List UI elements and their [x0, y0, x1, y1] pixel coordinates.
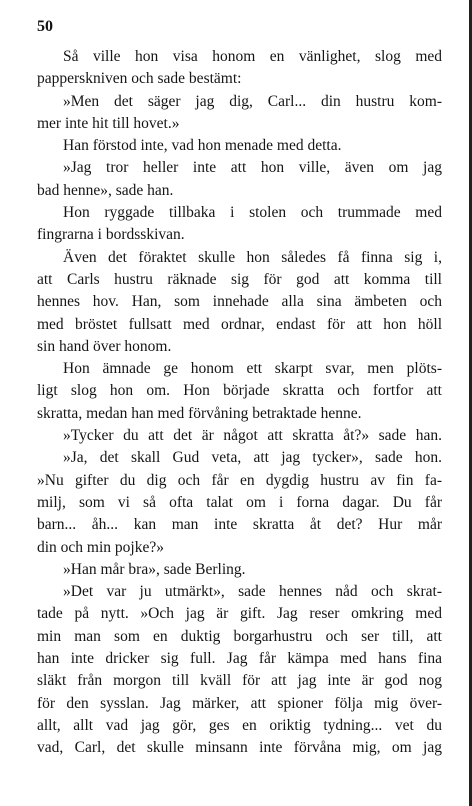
text-line: »Jag tror heller inte att hon ville, även om jag [63, 159, 442, 177]
text-line: papperskniven och sade bestämt: [37, 70, 242, 88]
text-line: Hon ämnade ge honom ett skarpt svar, men plöts- [63, 360, 442, 378]
text-line: Hon ryggade tillbaka i stolen och trummade med [63, 204, 442, 222]
text-line: skratta, medan han med förvåning betraktade henne. [37, 404, 362, 422]
text-line: din och min pojke?» [37, 538, 164, 556]
text-line: »Men det säger jag dig, Carl... din hustru kom- [63, 92, 442, 110]
text-line: Så ville hon visa honom en vänlighet, slog med [63, 48, 442, 65]
text-line: min man som en duktig borgarhustru och ser till, att [37, 627, 442, 645]
text-line: mer inte hit till hovet.» [37, 114, 180, 132]
text-line: »Nu gifter du dig och får en dygdig hustru av fin fa- [37, 471, 442, 489]
text-line: fingrarna i bordsskivan. [37, 226, 185, 244]
text-line: milj, som vi så ofta talat om i forna dagar. Du får [37, 493, 442, 511]
page-number: 50 [37, 18, 53, 35]
text-line: tade på nytt. »Och jag är gift. Jag reser omkring med [37, 605, 442, 623]
text-line: för den sysslan. Jag märker, att spioner följa mig över- [37, 694, 442, 712]
text-line: sin hand över honom. [37, 337, 172, 355]
body-text [37, 46, 442, 760]
text-line: med bröstet fullsatt med ordnar, endast för att hon höll [37, 315, 442, 333]
text-line: släkt från morgon till kväll för att jag inte är god nog [37, 672, 442, 690]
text-line: »Ja, det skall Gud veta, att jag tycker», sade hon. [63, 449, 442, 467]
text-line: »Det var ju utmärkt», sade hennes nåd och skrat- [63, 583, 442, 601]
text-line: Även det föraktet skulle hon således få finna sig i, [63, 248, 442, 266]
text-line: han inte dricker sig full. Jag får kämpa med hans fina [37, 650, 442, 668]
text-line: barn... åh... kan man inte skratta åt det? Hur mår [37, 516, 442, 534]
text-line: »Han mår bra», sade Berling. [63, 560, 246, 578]
text-line: ligt slog hon om. Hon började skratta och fortfor att [37, 382, 442, 400]
text-line: Han förstod inte, vad hon menade med detta. [63, 137, 342, 155]
text-line: bad henne», sade han. [37, 181, 174, 199]
text-line: vad, Carl, det skulle minsann inte förvåna mig, om jag [37, 739, 442, 757]
text-line: hennes hov. Han, som innehade alla sina ämbeten och [37, 293, 442, 311]
text-line: »Tycker du att det är något att skratta åt?» sade han. [63, 427, 442, 445]
text-line: att Carls hustru räknade sig för god att komma till [37, 270, 442, 288]
text-line: allt, allt vad jag gör, ges en oriktig tydning... vet du [37, 716, 442, 734]
